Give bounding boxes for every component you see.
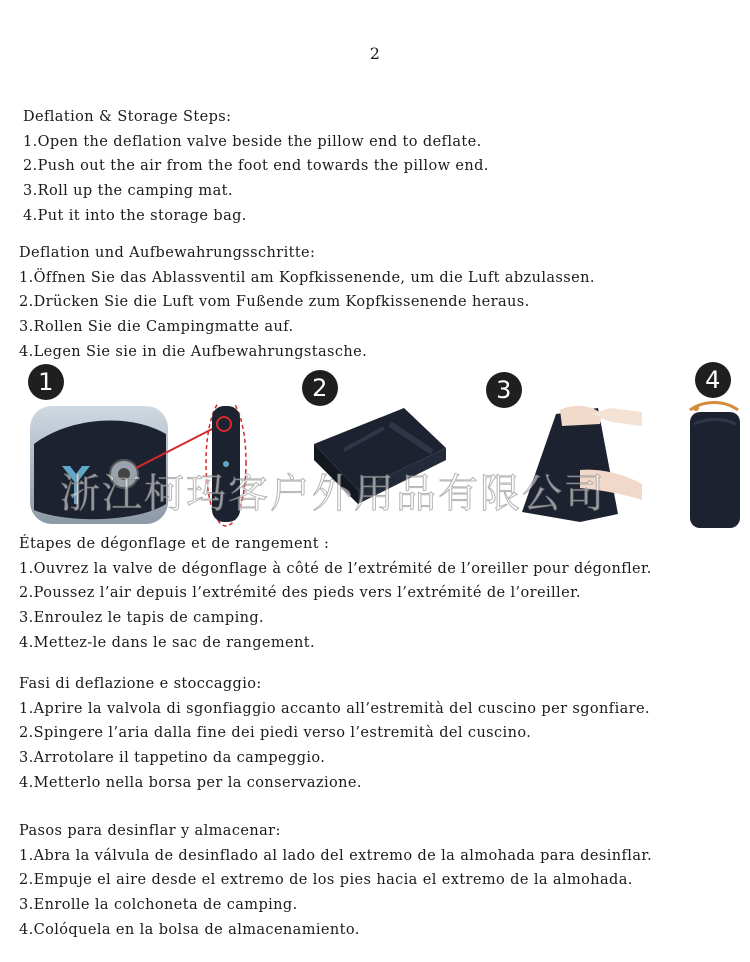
step-badge-3: 3 (486, 372, 522, 408)
step-line: 1.Abra la válvula de desinflado al lado del extremo de la almohada para desinflar. (19, 847, 653, 864)
step-badge-1: 1 (28, 364, 64, 400)
step-line: 1.Öffnen Sie das Ablassventil am Kopfkissenende, um die Luft abzulassen. (19, 269, 595, 286)
step-line: 1.Aprire la valvola di sgonfiaggio accanto all’estremità del cuscino per sgonfiare. (19, 700, 650, 717)
step-line: 1.Ouvrez la valve de dégonflage à côté de l’extrémité de l’oreiller pour dégonfler. (19, 560, 652, 577)
deflation-photo-strip (0, 362, 750, 532)
step-line: 3.Enroulez le tapis de camping. (19, 610, 265, 627)
section-spanish (19, 819, 652, 942)
step-line: 3.Rollen Sie die Campingmatte auf. (19, 319, 294, 336)
step-line: 4.Metterlo nella borsa per la conservazione. (19, 774, 362, 791)
step-line: 2.Drücken Sie die Luft vom Fußende zum Kopfkissenende heraus. (19, 294, 530, 311)
step-line: 3.Roll up the camping mat. (23, 183, 233, 200)
step-line: 4.Legen Sie sie in die Aufbewahrungstasche. (19, 343, 368, 360)
step-line: 2.Spingere l’aria dalla fine dei piedi verso l’estremità del cuscino. (19, 725, 532, 742)
step-line: 4.Colóquela en la bolsa de almacenamiento. (19, 921, 360, 938)
section-heading: Pasos para desinflar y almacenar: (19, 823, 281, 839)
section-italian (19, 672, 650, 795)
section-english (19, 105, 489, 228)
step-badge-4: 4 (695, 362, 731, 398)
section-heading: Deflation & Storage Steps: (23, 109, 232, 125)
step-line: 3.Enrolle la colchoneta de camping. (19, 897, 298, 914)
step-line: 2.Push out the air from the foot end towards the pillow end. (23, 158, 489, 175)
step-line: 4.Put it into the storage bag. (23, 207, 247, 224)
section-heading: Fasi di deflazione e stoccaggio: (19, 676, 262, 692)
page-number: 2 (369, 44, 381, 63)
watermark-text: 浙江柯玛客户外用品有限公司 (60, 471, 606, 517)
section-heading: Étapes de dégonflage et de rangement : (19, 536, 330, 552)
section-heading: Deflation und Aufbewahrungsschritte: (19, 245, 316, 261)
step-line: 3.Arrotolare il tappetino da campeggio. (19, 750, 326, 767)
step-line: 2.Poussez l’air depuis l’extrémité des pieds vers l’extrémité de l’oreiller. (19, 585, 581, 602)
step-line: 2.Empuje el aire desde el extremo de los pies hacia el extremo de la almohada. (19, 872, 633, 889)
section-german (19, 241, 595, 364)
step-badge-2: 2 (302, 370, 338, 406)
step-line: 4.Mettez-le dans le sac de rangement. (19, 634, 315, 651)
section-french (19, 532, 652, 655)
step-line: 1.Open the deflation valve beside the pillow end to deflate. (23, 133, 482, 150)
